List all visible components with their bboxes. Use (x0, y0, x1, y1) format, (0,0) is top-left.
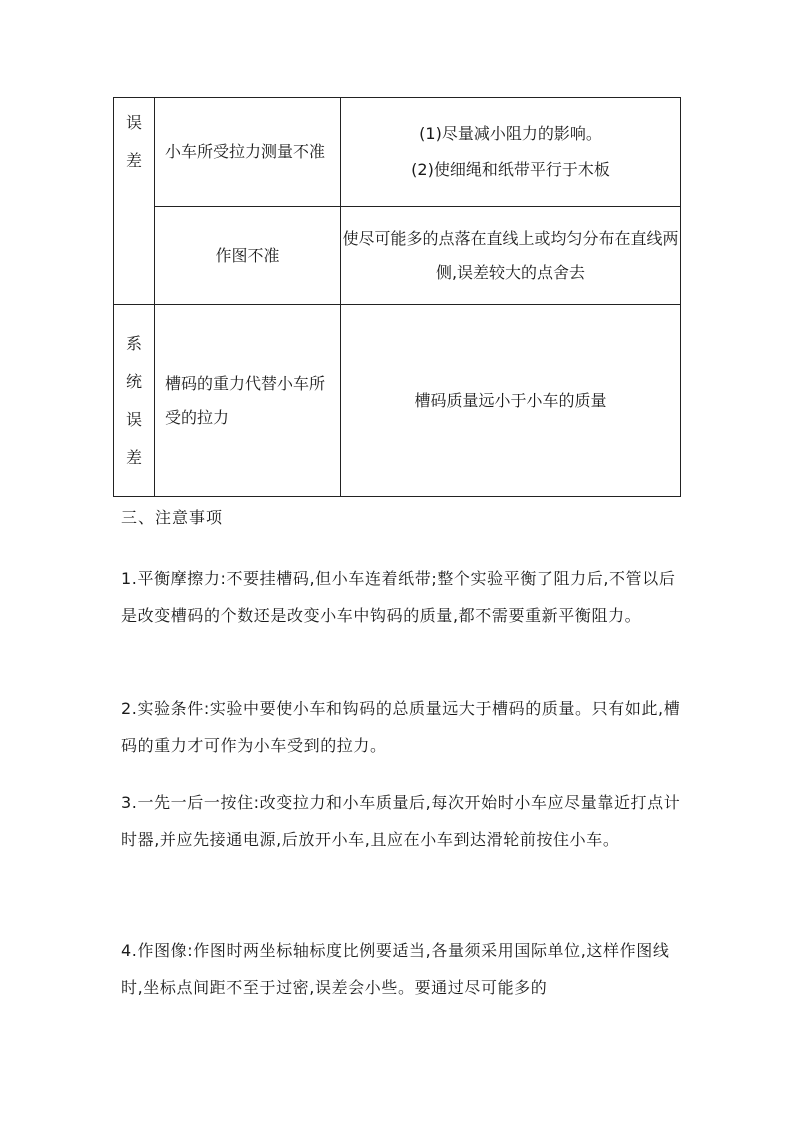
note-paragraph: 4.作图像:作图时两坐标轴标度比例要适当,各量须采用国际单位,这样作图线时,坐标点间距不至于过密,误差会小些。要通过尽可能多的 (121, 941, 670, 997)
cause-cell: 槽码的重力代替小车所受的拉力 (155, 305, 341, 497)
fix-line: (2)使细绳和纸带平行于木板 (411, 160, 610, 179)
category-cell-error (114, 98, 155, 305)
fix-cell: 使尽可能多的点落在直线上或均匀分布在直线两侧,误差较大的点舍去 (341, 207, 681, 305)
category-char: 统 (125, 371, 142, 391)
note-paragraph: 1.平衡摩擦力:不要挂槽码,但小车连着纸带;整个实验平衡了阻力后,不管以后是改变槽码的个数还是改变小车中钩码的质量,都不需要重新平衡阻力。 (121, 569, 676, 625)
error-analysis-table (113, 97, 681, 497)
cause-cell: 作图不准 (155, 207, 341, 305)
fix-cell (341, 98, 681, 207)
category-char: 差 (125, 447, 142, 467)
category-char: 误 (125, 409, 142, 429)
note-paragraph: 2.实验条件:实验中要使小车和钩码的总质量远大于槽码的质量。只有如此,槽码的重力才可作为小车受到的拉力。 (121, 699, 681, 755)
fix-cell: 槽码质量远小于小车的质量 (341, 305, 681, 497)
category-char: 误 (125, 113, 142, 132)
category-cell-systematic (114, 305, 155, 497)
table-row (114, 98, 681, 207)
category-char: 系 (125, 333, 142, 353)
fix-line: (1)尽量减小阻力的影响。 (419, 124, 602, 143)
category-char: 差 (125, 151, 142, 170)
note-paragraph: 3.一先一后一按住:改变拉力和小车质量后,每次开始时小车应尽量靠近打点计时器,并应先接通电源,后放开小车,且应在小车到达滑轮前按住小车。 (121, 793, 681, 849)
table-row (114, 305, 681, 497)
cause-cell: 小车所受拉力测量不准 (155, 98, 341, 207)
table-row (114, 207, 681, 305)
section-heading: 三、注意事项 (121, 508, 224, 527)
